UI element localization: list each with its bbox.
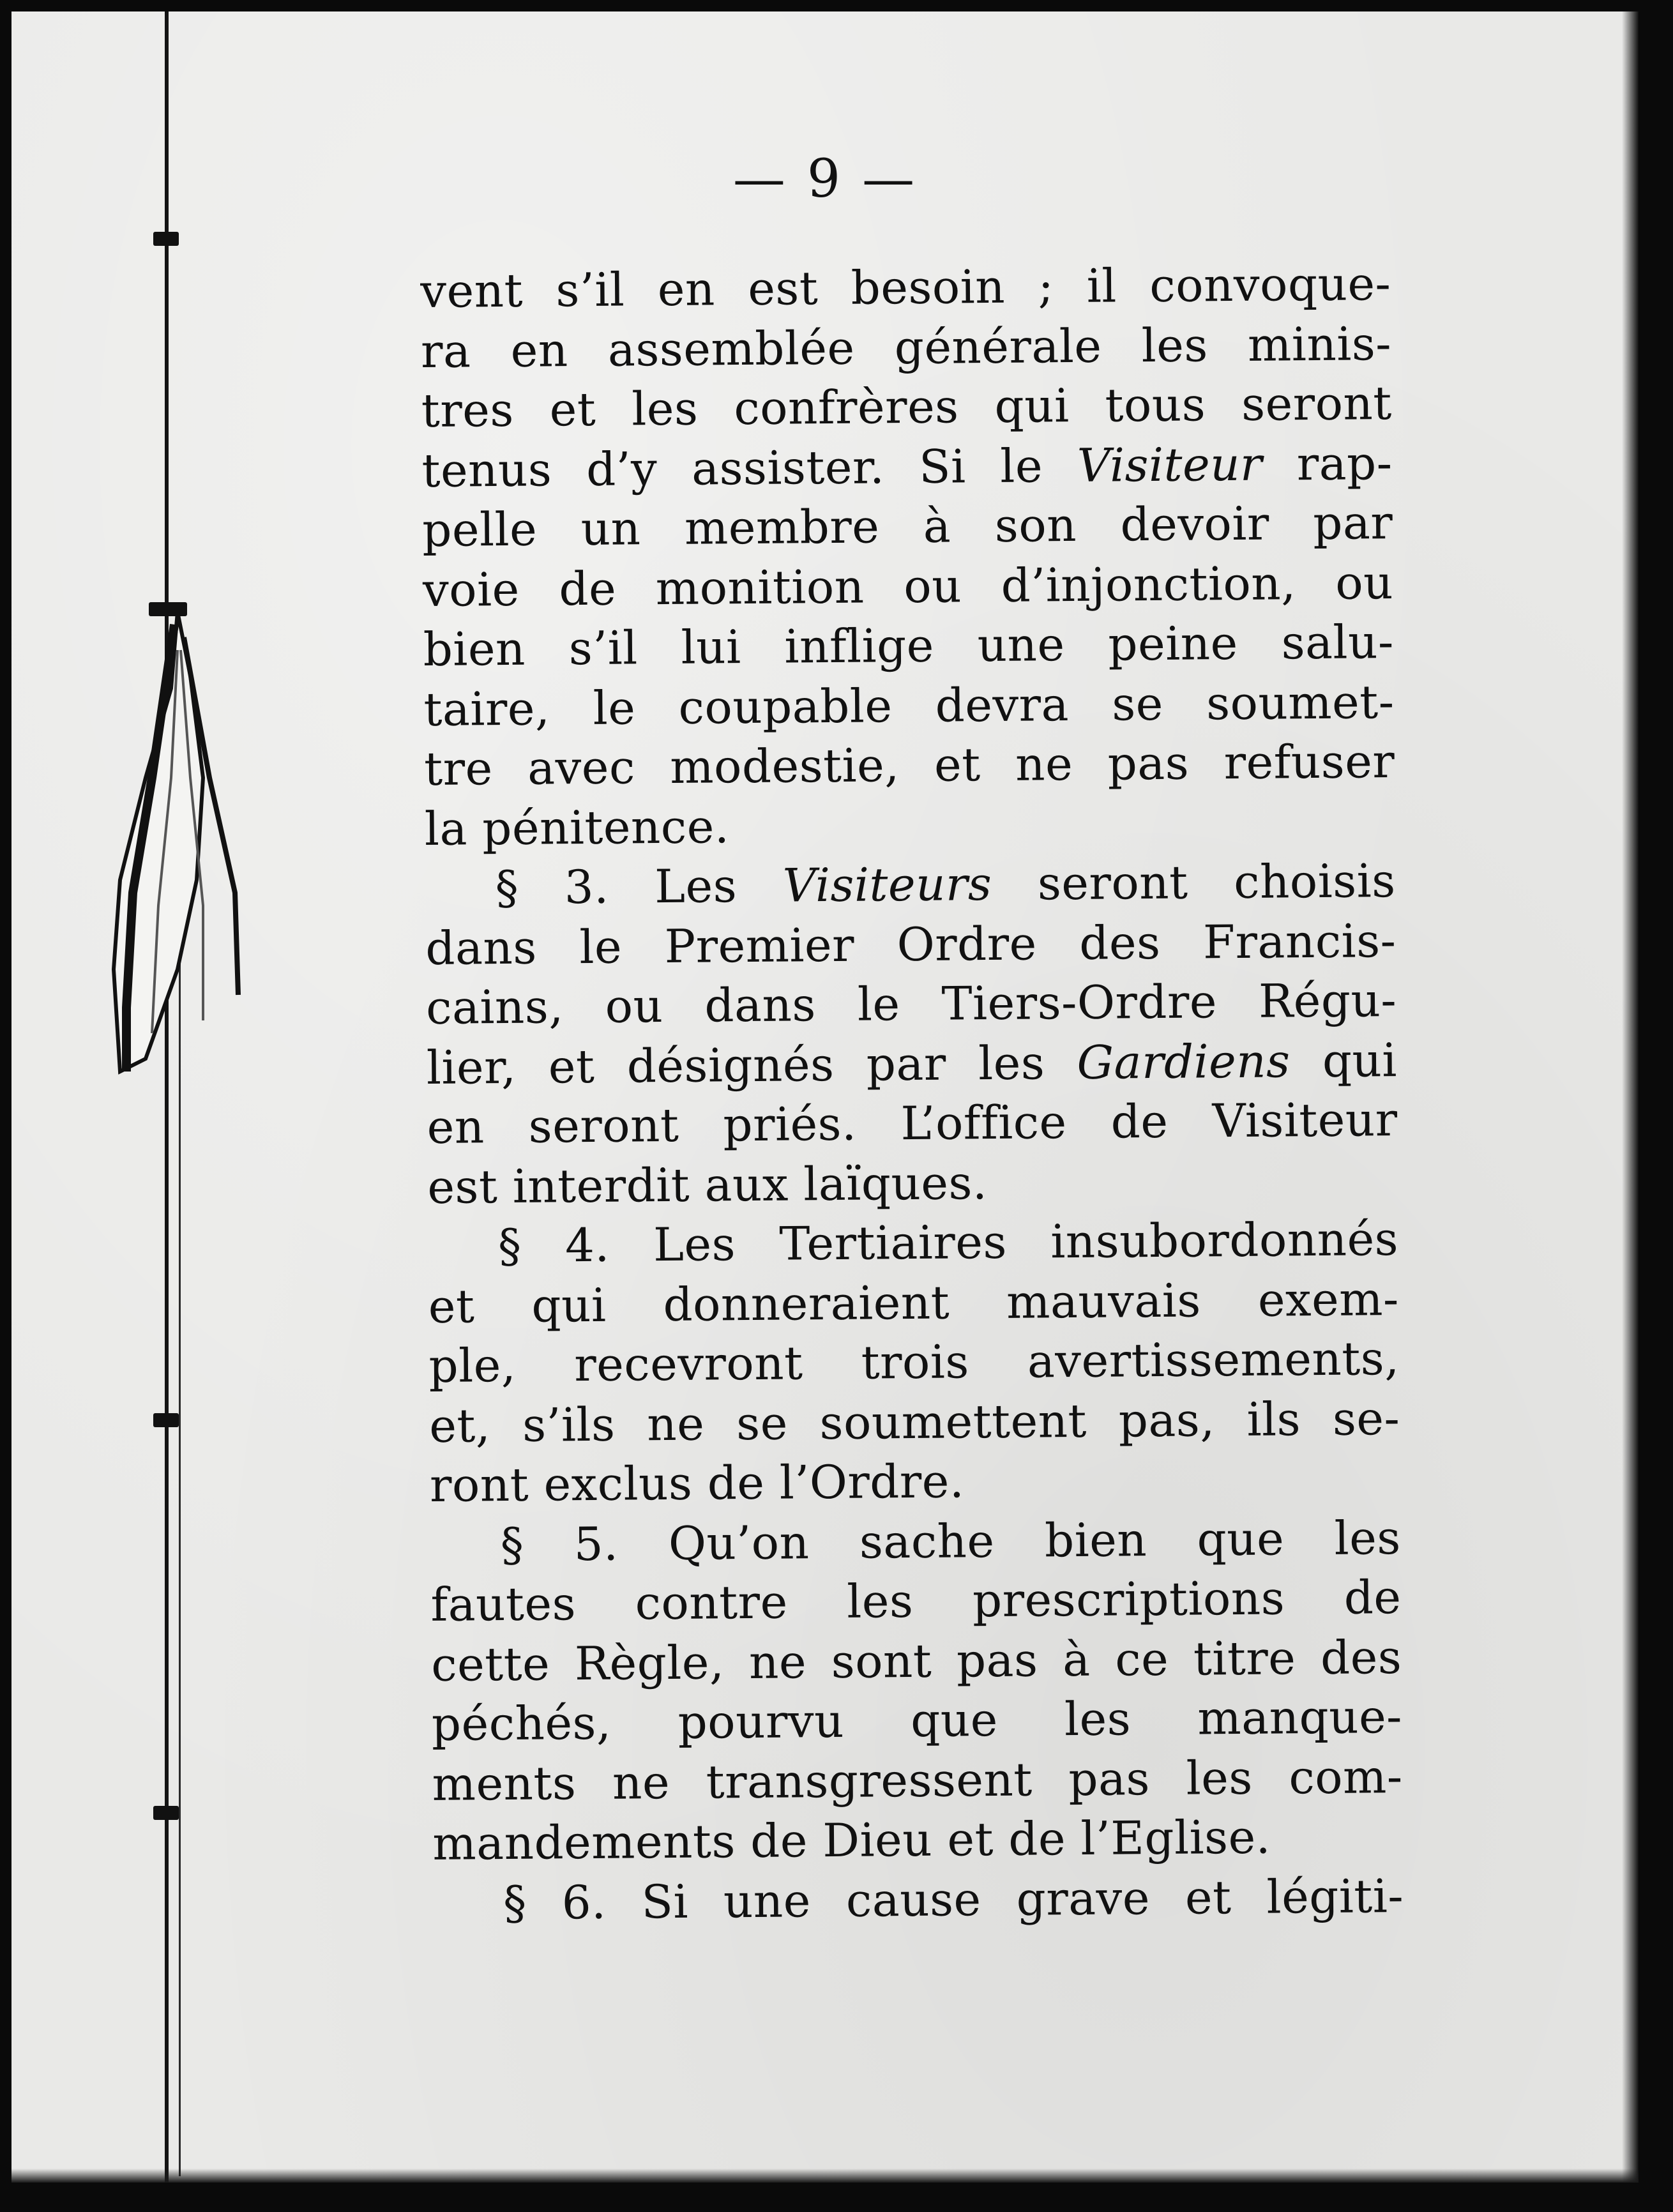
text-line: ra en assemblée générale les minis-	[420, 316, 1392, 378]
text-segment: lier, et désignés par les	[426, 1035, 1045, 1095]
text-line: cette Règle, ne sont pas à ce titre des	[430, 1630, 1402, 1692]
text-line: est interdit aux laïques.	[427, 1155, 988, 1214]
italic-term: Visiteurs	[782, 857, 992, 913]
paragraph-3-first-line	[425, 851, 1396, 918]
text-line: ments ne transgressent pas les com-	[432, 1749, 1404, 1811]
text-line: bien s’il lui inflige une peine salu-	[423, 615, 1395, 676]
binding-stitch-icon	[153, 232, 179, 246]
text-line: fautes contre les prescriptions de	[430, 1570, 1402, 1632]
text-segment: qui	[1322, 1033, 1398, 1087]
text-line: tres et les confrères qui tous seront	[421, 376, 1393, 437]
page-edge-shadow	[1622, 11, 1639, 2183]
text-line: la pénitence.	[424, 799, 730, 856]
page-edge-shadow	[11, 2169, 1639, 2183]
text-line	[427, 1031, 1398, 1098]
text-line: vent s’il en est besoin ; il convoque-	[420, 257, 1391, 318]
text-line: voie de monition ou d’injonction, ou	[422, 555, 1394, 617]
text-line: mandements de Dieu et de l’Eglise.	[432, 1810, 1271, 1870]
text-segment: § 3. Les	[495, 859, 738, 915]
paragraph-4-first-line: § 4. Les Tertiaires insubordonnés	[497, 1212, 1399, 1273]
binding-stitch-icon	[153, 1806, 179, 1820]
italic-term: Gardiens	[1077, 1033, 1291, 1089]
binding-spine-line	[165, 11, 169, 2183]
text-line: péchés, pourvu que les manque-	[431, 1689, 1403, 1751]
text-line	[421, 434, 1393, 501]
binding-thread-icon	[107, 612, 248, 1097]
paragraph-5-first-line: § 5. Qu’on sache bien que les	[500, 1510, 1402, 1572]
text-line: et, s’ils ne se soumettent pas, ils se-	[428, 1391, 1400, 1453]
text-segment: seront choisis	[1037, 854, 1396, 911]
text-line: ple, recevront trois avertissements,	[428, 1331, 1400, 1393]
text-line: dans le Premier Ordre des Francis-	[425, 913, 1397, 975]
italic-term: Visiteur	[1077, 437, 1263, 492]
binding-stitch-icon	[153, 1413, 179, 1427]
page-number: — 9 —	[732, 149, 918, 209]
text-segment: rap-	[1296, 436, 1393, 490]
text-line: ront exclus de l’Ordre.	[429, 1454, 965, 1512]
text-line: cains, ou dans le Tiers-Ordre Régu-	[425, 973, 1397, 1034]
text-segment: tenus d’y assister. Si le	[421, 438, 1043, 497]
text-line: en seront priés. L’office de Visiteur	[427, 1093, 1398, 1154]
text-line: tre avec modestie, et ne pas refuser	[423, 734, 1395, 796]
text-line: pelle un membre à son devoir par	[421, 496, 1393, 557]
paragraph-6-first-line: § 6. Si une cause grave et légiti-	[503, 1868, 1404, 1930]
book-page	[11, 11, 1639, 2183]
text-line: et qui donneraient mauvais exem-	[428, 1271, 1400, 1333]
body-text	[420, 254, 1404, 1934]
text-line: taire, le coupable devra se soumet-	[423, 674, 1395, 736]
